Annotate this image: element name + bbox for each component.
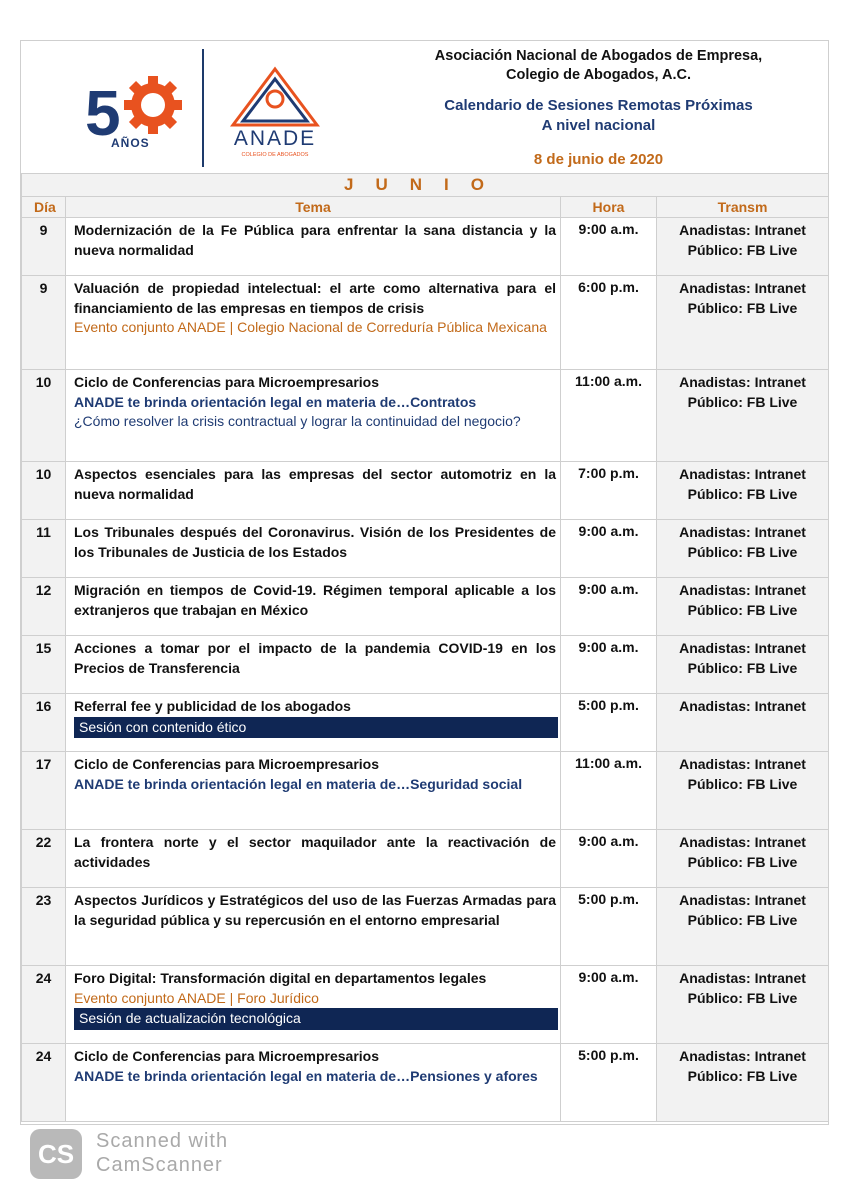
session-question: ¿Cómo resolver la crisis contractual y lograr la continuidad del negocio? bbox=[74, 413, 521, 429]
session-subtitle: ANADE te brinda orientación legal en materia de…Seguridad social bbox=[74, 775, 523, 792]
transmission-public: Público: FB Live bbox=[687, 485, 798, 502]
cell-transm bbox=[657, 888, 829, 966]
transmission-public: Público: FB Live bbox=[687, 393, 798, 410]
cell-hora: 11:00 a.m. bbox=[561, 752, 657, 830]
org-line-1: Asociación Nacional de Abogados de Empresa, bbox=[434, 48, 763, 64]
cell-tema bbox=[66, 830, 561, 888]
transmission-members: Anadistas: Intranet bbox=[679, 892, 806, 908]
cell-transm bbox=[657, 520, 829, 578]
session-title: Los Tribunales después del Coronavirus. Visión de los Presidentes de los Tribunales de Justicia de los Estados bbox=[74, 524, 556, 560]
cell-tema bbox=[66, 218, 561, 276]
session-title: Ciclo de Conferencias para Microempresarios bbox=[74, 756, 379, 772]
cell-dia: 12 bbox=[22, 578, 66, 636]
month-label: JUNIO bbox=[22, 174, 829, 197]
cell-dia: 22 bbox=[22, 830, 66, 888]
table-row bbox=[22, 752, 829, 830]
transmission-public: Público: FB Live bbox=[687, 299, 798, 316]
session-title: Aspectos Jurídicos y Estratégicos del uso de las Fuerzas Armadas para la seguridad pública y su repercusión en el entorno empresarial bbox=[74, 892, 556, 928]
cell-transm bbox=[657, 370, 829, 462]
table-body bbox=[22, 218, 829, 1122]
table-row bbox=[22, 1044, 829, 1122]
calendar-title-line-1: Calendario de Sesiones Remotas Próximas bbox=[444, 97, 753, 114]
session-title: Referral fee y publicidad de los abogados bbox=[74, 698, 351, 714]
triangle-icon bbox=[233, 69, 317, 125]
cell-transm bbox=[657, 966, 829, 1044]
cell-tema bbox=[66, 694, 561, 752]
cell-hora: 7:00 p.m. bbox=[561, 462, 657, 520]
month-row bbox=[22, 174, 829, 197]
anade-subtitle: COLEGIO DE ABOGADOS bbox=[241, 152, 309, 158]
session-title: Acciones a tomar por el impacto de la pandemia COVID-19 en los Precios de Transferencia bbox=[74, 640, 556, 676]
camscanner-logo: CS bbox=[30, 1129, 82, 1179]
cell-hora: 5:00 p.m. bbox=[561, 1044, 657, 1122]
session-tag: Sesión con contenido ético bbox=[74, 717, 558, 739]
cell-transm bbox=[657, 578, 829, 636]
cell-transm bbox=[657, 218, 829, 276]
session-note: Evento conjunto ANADE | Foro Jurídico bbox=[74, 989, 319, 1006]
session-title: Ciclo de Conferencias para Microempresarios bbox=[74, 374, 379, 390]
camscanner-text bbox=[96, 1129, 296, 1177]
cell-tema bbox=[66, 370, 561, 462]
transmission-public: Público: FB Live bbox=[687, 543, 798, 560]
cell-transm bbox=[657, 830, 829, 888]
table-row bbox=[22, 694, 829, 752]
transmission-members: Anadistas: Intranet bbox=[679, 222, 806, 238]
table-row bbox=[22, 636, 829, 694]
document-header bbox=[21, 41, 828, 173]
cell-hora: 11:00 a.m. bbox=[561, 370, 657, 462]
session-title: Ciclo de Conferencias para Microempresarios bbox=[74, 1048, 379, 1064]
session-note: Evento conjunto ANADE | Colegio Nacional de Correduría Pública Mexicana bbox=[74, 319, 547, 335]
column-header-hora: Hora bbox=[561, 197, 657, 218]
session-tag: Sesión de actualización tecnológica bbox=[74, 1008, 558, 1030]
cell-dia: 15 bbox=[22, 636, 66, 694]
cell-transm bbox=[657, 276, 829, 370]
cell-hora: 9:00 a.m. bbox=[561, 218, 657, 276]
transmission-members: Anadistas: Intranet bbox=[679, 524, 806, 540]
transmission-members: Anadistas: Intranet bbox=[679, 756, 806, 772]
cell-dia: 24 bbox=[22, 966, 66, 1044]
transmission-public: Público: FB Live bbox=[687, 241, 798, 258]
transmission-members: Anadistas: Intranet bbox=[679, 698, 806, 714]
cell-dia: 11 bbox=[22, 520, 66, 578]
table-row bbox=[22, 966, 829, 1044]
cell-dia: 10 bbox=[22, 462, 66, 520]
table-row bbox=[22, 520, 829, 578]
cell-transm bbox=[657, 462, 829, 520]
cell-transm bbox=[657, 1044, 829, 1122]
session-title: Valuación de propiedad intelectual: el arte como alternativa para el financiamiento de las empresas en tiempos de crisis bbox=[74, 280, 556, 316]
session-title: Foro Digital: Transformación digital en departamentos legales bbox=[74, 970, 487, 986]
session-title: Migración en tiempos de Covid-19. Régimen temporal aplicable a los extranjeros que trabajan en México bbox=[74, 582, 556, 618]
cell-tema bbox=[66, 578, 561, 636]
cell-dia: 9 bbox=[22, 218, 66, 276]
table-row bbox=[22, 218, 829, 276]
transmission-members: Anadistas: Intranet bbox=[679, 280, 806, 296]
session-title: Aspectos esenciales para las empresas del sector automotriz en la nueva normalidad bbox=[74, 466, 556, 502]
camscanner-line-1: Scanned with bbox=[96, 1130, 229, 1152]
table-row bbox=[22, 578, 829, 636]
calendar-title-line-2: A nivel nacional bbox=[541, 117, 656, 134]
document-sheet bbox=[20, 40, 829, 1125]
table-row bbox=[22, 888, 829, 966]
transmission-public: Público: FB Live bbox=[687, 853, 798, 870]
transmission-public: Público: FB Live bbox=[687, 775, 798, 792]
sessions-table bbox=[21, 173, 829, 1122]
cell-tema bbox=[66, 1044, 561, 1122]
transmission-members: Anadistas: Intranet bbox=[679, 1048, 806, 1064]
cell-dia: 17 bbox=[22, 752, 66, 830]
cell-hora: 9:00 a.m. bbox=[561, 520, 657, 578]
cell-tema bbox=[66, 636, 561, 694]
column-header-tema: Tema bbox=[66, 197, 561, 218]
session-title: Modernización de la Fe Pública para enfrentar la sana distancia y la nueva normalidad bbox=[74, 222, 556, 258]
transmission-members: Anadistas: Intranet bbox=[679, 374, 806, 390]
cell-dia: 10 bbox=[22, 370, 66, 462]
organization-name bbox=[366, 47, 831, 85]
cell-hora: 9:00 a.m. bbox=[561, 578, 657, 636]
transmission-public: Público: FB Live bbox=[687, 1067, 798, 1084]
cell-hora: 9:00 a.m. bbox=[561, 830, 657, 888]
table-row bbox=[22, 830, 829, 888]
transmission-members: Anadistas: Intranet bbox=[679, 970, 806, 986]
cell-dia: 23 bbox=[22, 888, 66, 966]
cell-dia: 24 bbox=[22, 1044, 66, 1122]
session-subtitle: ANADE te brinda orientación legal en materia de…Pensiones y afores bbox=[74, 1067, 538, 1084]
anade-logo bbox=[219, 63, 331, 173]
transmission-public: Público: FB Live bbox=[687, 989, 798, 1006]
cell-tema bbox=[66, 966, 561, 1044]
document-date: 8 de junio de 2020 bbox=[533, 151, 664, 168]
session-subtitle: ANADE te brinda orientación legal en materia de…Contratos bbox=[74, 393, 477, 410]
cell-tema bbox=[66, 888, 561, 966]
cell-dia: 16 bbox=[22, 694, 66, 752]
cell-transm bbox=[657, 694, 829, 752]
transmission-members: Anadistas: Intranet bbox=[679, 834, 806, 850]
transmission-public: Público: FB Live bbox=[687, 659, 798, 676]
column-header-transm: Transm bbox=[657, 197, 829, 218]
logo-50-number: 5 bbox=[85, 77, 121, 149]
transmission-public: Público: FB Live bbox=[687, 601, 798, 618]
table-row bbox=[22, 276, 829, 370]
cell-tema bbox=[66, 462, 561, 520]
cell-tema bbox=[66, 520, 561, 578]
cell-hora: 6:00 p.m. bbox=[561, 276, 657, 370]
table-row bbox=[22, 370, 829, 462]
column-header-dia: Día bbox=[22, 197, 66, 218]
cell-hora: 9:00 a.m. bbox=[561, 636, 657, 694]
transmission-members: Anadistas: Intranet bbox=[679, 582, 806, 598]
session-title: La frontera norte y el sector maquilador ante la reactivación de actividades bbox=[74, 834, 556, 870]
transmission-public: Público: FB Live bbox=[687, 911, 798, 928]
table-row bbox=[22, 462, 829, 520]
logo-divider bbox=[202, 49, 204, 167]
transmission-members: Anadistas: Intranet bbox=[679, 466, 806, 482]
cell-hora: 9:00 a.m. bbox=[561, 966, 657, 1044]
cell-tema bbox=[66, 752, 561, 830]
cell-dia: 9 bbox=[22, 276, 66, 370]
anade-name: ANADE bbox=[233, 127, 317, 150]
cell-transm bbox=[657, 636, 829, 694]
calendar-title bbox=[366, 96, 831, 136]
anniversary-50-logo bbox=[83, 63, 193, 173]
cell-tema bbox=[66, 276, 561, 370]
gear-icon bbox=[124, 76, 182, 134]
table-header-row bbox=[22, 197, 829, 218]
cell-hora: 5:00 p.m. bbox=[561, 888, 657, 966]
org-line-2: Colegio de Abogados, A.C. bbox=[505, 67, 691, 83]
camscanner-line-2: CamScanner bbox=[96, 1154, 223, 1176]
cell-hora: 5:00 p.m. bbox=[561, 694, 657, 752]
transmission-members: Anadistas: Intranet bbox=[679, 640, 806, 656]
cell-transm bbox=[657, 752, 829, 830]
logo-50-years: AÑOS bbox=[111, 136, 150, 150]
